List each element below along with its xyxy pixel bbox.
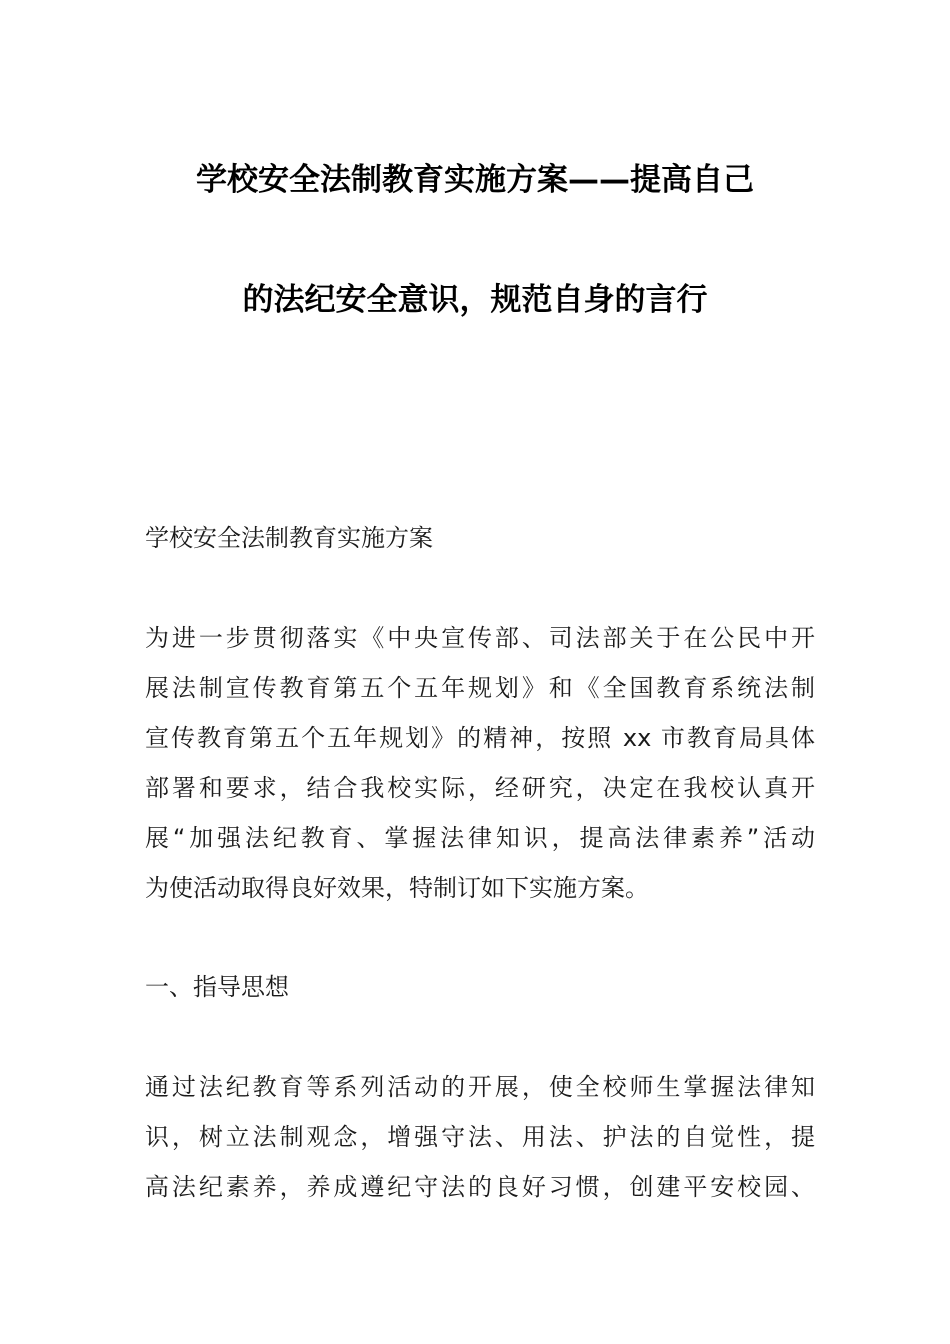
paragraph-line: 通过法纪教育等系列活动的开展，使全校师生掌握法律知 bbox=[145, 1073, 815, 1101]
paragraph-line: 宣传教育第五个五年规划》的精神，按照 xx 市教育局具体 bbox=[145, 724, 815, 752]
document-title-line-1: 学校安全法制教育实施方案——提高自己 bbox=[196, 162, 754, 198]
paragraph-guiding-ideology bbox=[145, 1062, 815, 1212]
section-heading-text: 一、指导思想 bbox=[145, 973, 289, 1001]
document-title-line-2: 的法纪安全意识，规范自身的言行 bbox=[242, 282, 708, 318]
section-heading-guiding-ideology bbox=[145, 962, 815, 1012]
paragraph-line: 部署和要求，结合我校实际，经研究，决定在我校认真开 bbox=[145, 774, 815, 802]
paragraph-line: 高法纪素养，养成遵纪守法的良好习惯，创建平安校园、 bbox=[145, 1173, 815, 1201]
paragraph-line: 为使活动取得良好效果，特制订如下实施方案。 bbox=[145, 874, 649, 902]
paragraph-line: 为进一步贯彻落实《中央宣传部、司法部关于在公民中开 bbox=[145, 624, 815, 652]
paragraph-line: 展法制宣传教育第五个五年规划》和《全国教育系统法制 bbox=[145, 674, 815, 702]
paragraph-line: 识，树立法制观念，增强守法、用法、护法的自觉性，提 bbox=[145, 1123, 815, 1151]
paragraph-line: 展“加强法纪教育、掌握法律知识，提高法律素养”活动 bbox=[145, 824, 815, 852]
document-subtitle bbox=[145, 513, 815, 563]
subtitle-text: 学校安全法制教育实施方案 bbox=[145, 524, 433, 552]
paragraph-introduction bbox=[145, 613, 815, 913]
